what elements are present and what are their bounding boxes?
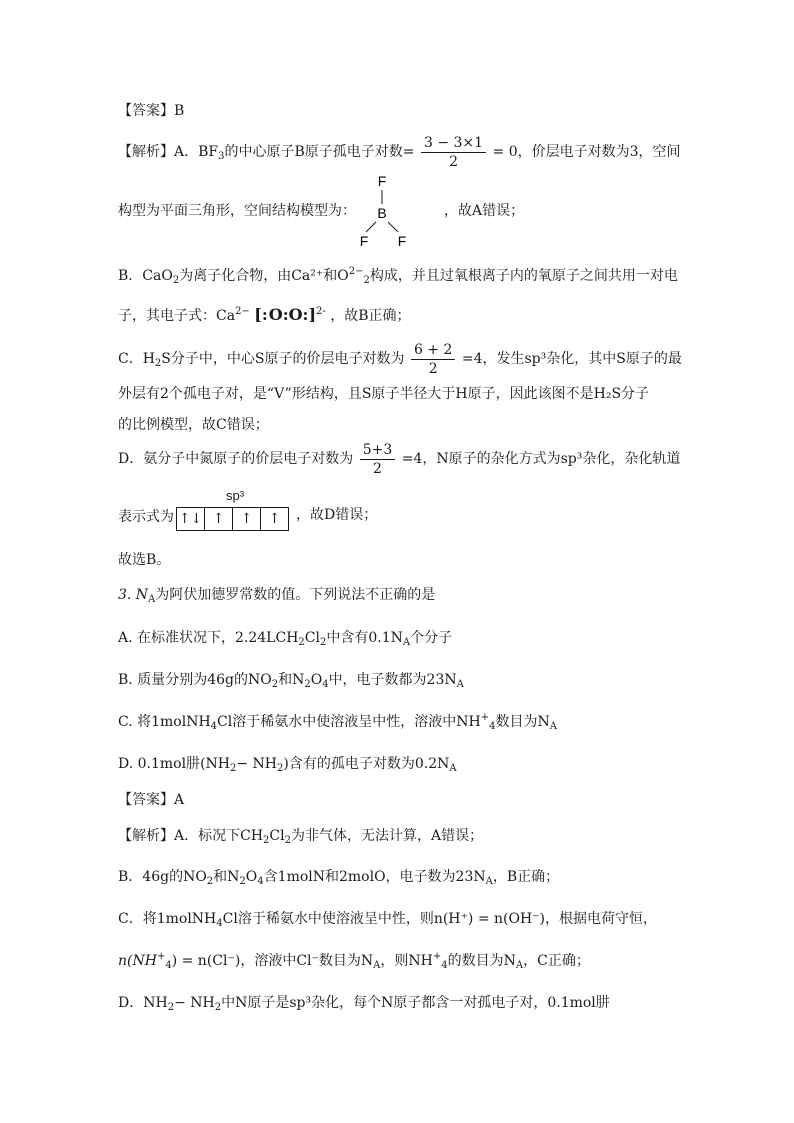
option-c: C. 将1molNH$_4$Cl溶于稀氨水中使溶液呈中性，溶液中$NH^+_4$数目为$N_A$ <box>118 712 557 732</box>
orbital-diagram <box>176 507 289 531</box>
orbital-cell-2: ↑ <box>205 508 233 530</box>
explanation-line-3: B．CaO$_2$为离子化合物，由Ca²⁺和$O^{2-}_2$构成，并且过氧根离子内的氧原子之间共用一对电 <box>118 266 678 286</box>
option-d: D. 0.1mol肼$(NH_2- NH_2)$含有的孤电子对数为$0.2N_A$ <box>118 756 457 774</box>
explanation-line-9b: ，故D错误； <box>296 507 378 523</box>
explanation-line-6: 外层有2个孤电子对，是“V”形结构，且S原子半径大于H原子，因此该图不是H₂S分子 <box>118 386 650 402</box>
answer-label-1: 【答案】B <box>118 103 185 119</box>
orbital-label: sp³ <box>226 488 245 503</box>
bf3-left-f: F <box>359 233 369 249</box>
peroxide-lewis-structure: [:O:O:]$^{2-}$ <box>254 305 326 324</box>
explanation2-line-4: $n(NH^+_4) = n(Cl^-)$，溶液中Cl⁻数目为$N_A$，则$NH^+_4$的数目为$N_A$，C正确； <box>118 951 590 971</box>
answer-label-2: 【答案】A <box>118 792 185 808</box>
bf3-top-f: F <box>377 173 387 189</box>
explanation-line-4: 子，其电子式：$Ca^{2-}$ [:O:O:]$^{2-}$ ，故B正确； <box>118 305 411 324</box>
explanation-line-9a: 表示式为 <box>118 509 174 525</box>
fraction-2: $\frac{6 + 2}{2}$ <box>411 342 455 377</box>
question-3-stem: 3. $N_A$为阿伏加德罗常数的值。下列说法不正确的是 <box>118 587 436 605</box>
explanation2-line-3: C．将1molNH$_4$Cl溶于稀氨水中使溶液呈中性，则n(H⁺) = n(OH⁻)，根据电荷守恒， <box>118 911 658 929</box>
fraction-1: $\frac{3 - 3\times 1}{2}$ <box>421 135 486 170</box>
bf3-right-f: F <box>397 233 407 249</box>
orbital-cell-1: ↑↓ <box>177 508 205 530</box>
explanation-line-7: 的比例模型，故C错误； <box>118 417 269 433</box>
fraction-3: $\frac{5+3}{2}$ <box>360 442 396 477</box>
orbital-cell-4: ↑ <box>268 511 281 527</box>
explanation2-line-1: 【解析】A．标况下$CH_2Cl_2$为非气体，无法计算，A错误； <box>118 828 484 846</box>
bf3-center-b: B <box>377 205 387 221</box>
conclusion-line-1: 故选B。 <box>118 552 171 568</box>
explanation-line-5: C．$H_2S$分子中，中心S原子的价层电子对数为 $\frac{6 + 2}{2}$ =4，发生sp³杂化，其中S原子的最 <box>118 341 682 377</box>
option-b: B. 质量分别为46g的$NO_2$和$N_2O_4$中，电子数都为$23N_A$ <box>118 672 464 690</box>
explanation-line-1: 【解析】A．$BF_3$的中心原子B原子孤电子对数= $\frac{3 - 3\times 1}{2}$ = 0，价层电子对数为3，空间 <box>118 134 681 170</box>
bf3-structure-diagram <box>338 172 418 250</box>
explanation-line-8: D．氨分子中氮原子的价层电子对数为 $\frac{5+3}{2}$ =4，N原子的杂化方式为sp³杂化，杂化轨道 <box>118 441 681 477</box>
explanation2-line-5: D．$NH_2- NH_2$中N原子是sp³杂化，每个N原子都含一对孤电子对，0.1mol肼 <box>118 995 610 1013</box>
orbital-cell-3: ↑ <box>233 508 261 530</box>
option-a: A. 在标准状况下，$2.24LCH_2Cl_2$中含有$0.1N_A$个分子 <box>118 630 453 648</box>
explanation2-line-2: B．46g的$NO_2$和$N_2O_4$含1molN和2molO，电子数为$23N_A$，B正确； <box>118 869 560 887</box>
explanation-line-2: 构型为平面三角形，空间结构模型为： ，故A错误； <box>118 203 525 219</box>
